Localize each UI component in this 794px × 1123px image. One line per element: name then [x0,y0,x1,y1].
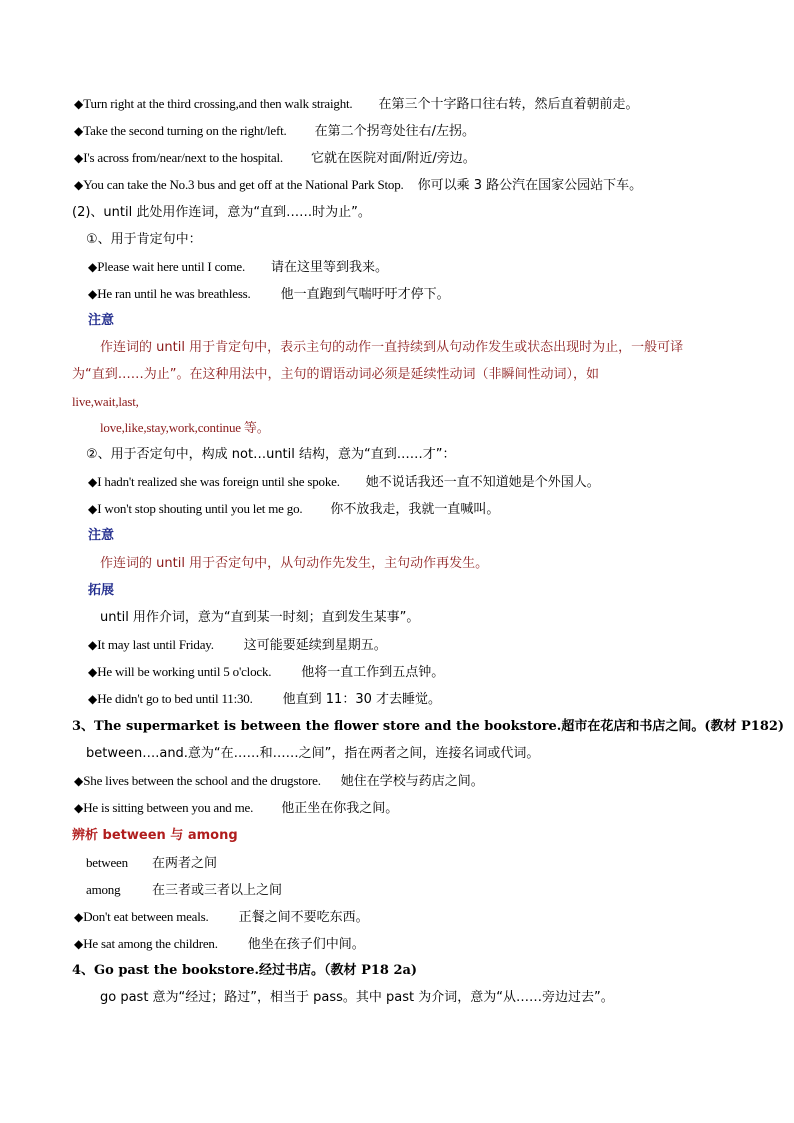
note-text-line: 作连词的 until 用于否定句中，从句动作先发生，主句动作再发生。 [100,556,489,571]
compare-label: 辨析 between 与 among [72,828,238,843]
positive-label: ①、用于肯定句中： [86,232,202,247]
bullet-icon: ◆ [74,178,84,192]
example-line: ◆He sat among the children. 他坐在孩子们中间。 [74,936,365,952]
bullet-icon: ◆ [88,260,98,274]
bullet-icon: ◆ [74,124,84,138]
example-line: ◆Don't eat between meals. 正餐之间不要吃东西。 [74,909,369,925]
negative-label: ②、用于否定句中，构成 not…until 结构，意为“直到……才”： [86,447,456,462]
bullet-icon: ◆ [88,475,98,489]
example-line: ◆Take the second turning on the right/left. 在第二个拐弯处往右/左拐。 [74,123,475,139]
example-line: ◆He didn't go to bed until 11:30. 他直到 11：30 才去睡觉。 [88,691,442,707]
bullet-icon: ◆ [88,692,98,706]
example-line: ◆I hadn't realized she was foreign until she spoke. 她不说话我还一直不知道她是个外国人。 [88,474,600,490]
bullet-icon: ◆ [88,665,98,679]
compare-row: between 在两者之间 [86,855,218,871]
bullet-icon: ◆ [74,151,84,165]
between-text: between….and.意为“在……和……之间”，指在两者之间，连接名词或代词。 [86,746,540,761]
example-line: ◆I won't stop shouting until you let me go. 你不放我走，我就一直喊叫。 [88,501,500,517]
bullet-icon: ◆ [74,937,84,951]
example-line: ◆He ran until he was breathless. 他一直跑到气喘吁吁才停下。 [88,286,450,302]
bullet-icon: ◆ [74,801,84,815]
note-label: 注意 [88,313,115,328]
note-text-line: 作连词的 until 用于肯定句中，表示主句的动作一直持续到从句动作发生或状态出现时为止，一般可译 [100,340,684,355]
bullet-icon: ◆ [88,287,98,301]
example-line: ◆He is sitting between you and me. 他正坐在你我之间。 [74,800,399,816]
note-text-line: love,like,stay,work,continue 等。 [100,420,270,435]
example-line: ◆Please wait here until I come. 请在这里等到我来。 [88,259,389,275]
example-line: ◆She lives between the school and the drugstore. 她住在学校与药店之间。 [74,773,484,789]
section-3-heading: 3、The supermarket is between the flower store and the bookstore.超市在花店和书店之间。(教材 P182) [72,719,785,734]
note-text-line: live,wait,last, [72,394,139,409]
bullet-icon: ◆ [88,638,98,652]
example-line: ◆I's across from/near/next to the hospital. 它就在医院对面/附近/旁边。 [74,150,476,166]
compare-row: among 在三者或三者以上之间 [86,882,283,898]
bullet-icon: ◆ [74,774,84,788]
example-line: ◆Turn right at the third crossing,and then walk straight. 在第三个十字路口往右转，然后直着朝前走。 [74,96,639,112]
bullet-icon: ◆ [74,910,84,924]
example-line: ◆He will be working until 5 o'clock. 他将一直工作到五点钟。 [88,664,445,680]
note-label: 注意 [88,528,115,543]
example-line: ◆It may last until Friday. 这可能要延续到星期五。 [88,637,387,653]
gopast-text: go past 意为“经过；路过”，相当于 pass。其中 past 为介词，意为“从……旁边过去”。 [100,990,614,1005]
expand-text: until 用作介词，意为“直到某一时刻；直到发生某事”。 [100,610,420,625]
until-title: (2)、until 此处用作连词，意为“直到……时为止”。 [72,205,371,220]
bullet-icon: ◆ [74,97,84,111]
expand-label: 拓展 [88,583,115,598]
example-line: ◆You can take the No.3 bus and get off at the National Park Stop. 你可以乘 3 路公汽在国家公园站下车。 [74,177,643,193]
section-4-heading: 4、Go past the bookstore.经过书店。（教材 P18 2a) [72,963,418,978]
note-text-line: 为“直到……为止”。在这种用法中，主句的谓语动词必须是延续性动词（非瞬间性动词），如 [72,367,599,382]
bullet-icon: ◆ [88,502,98,516]
